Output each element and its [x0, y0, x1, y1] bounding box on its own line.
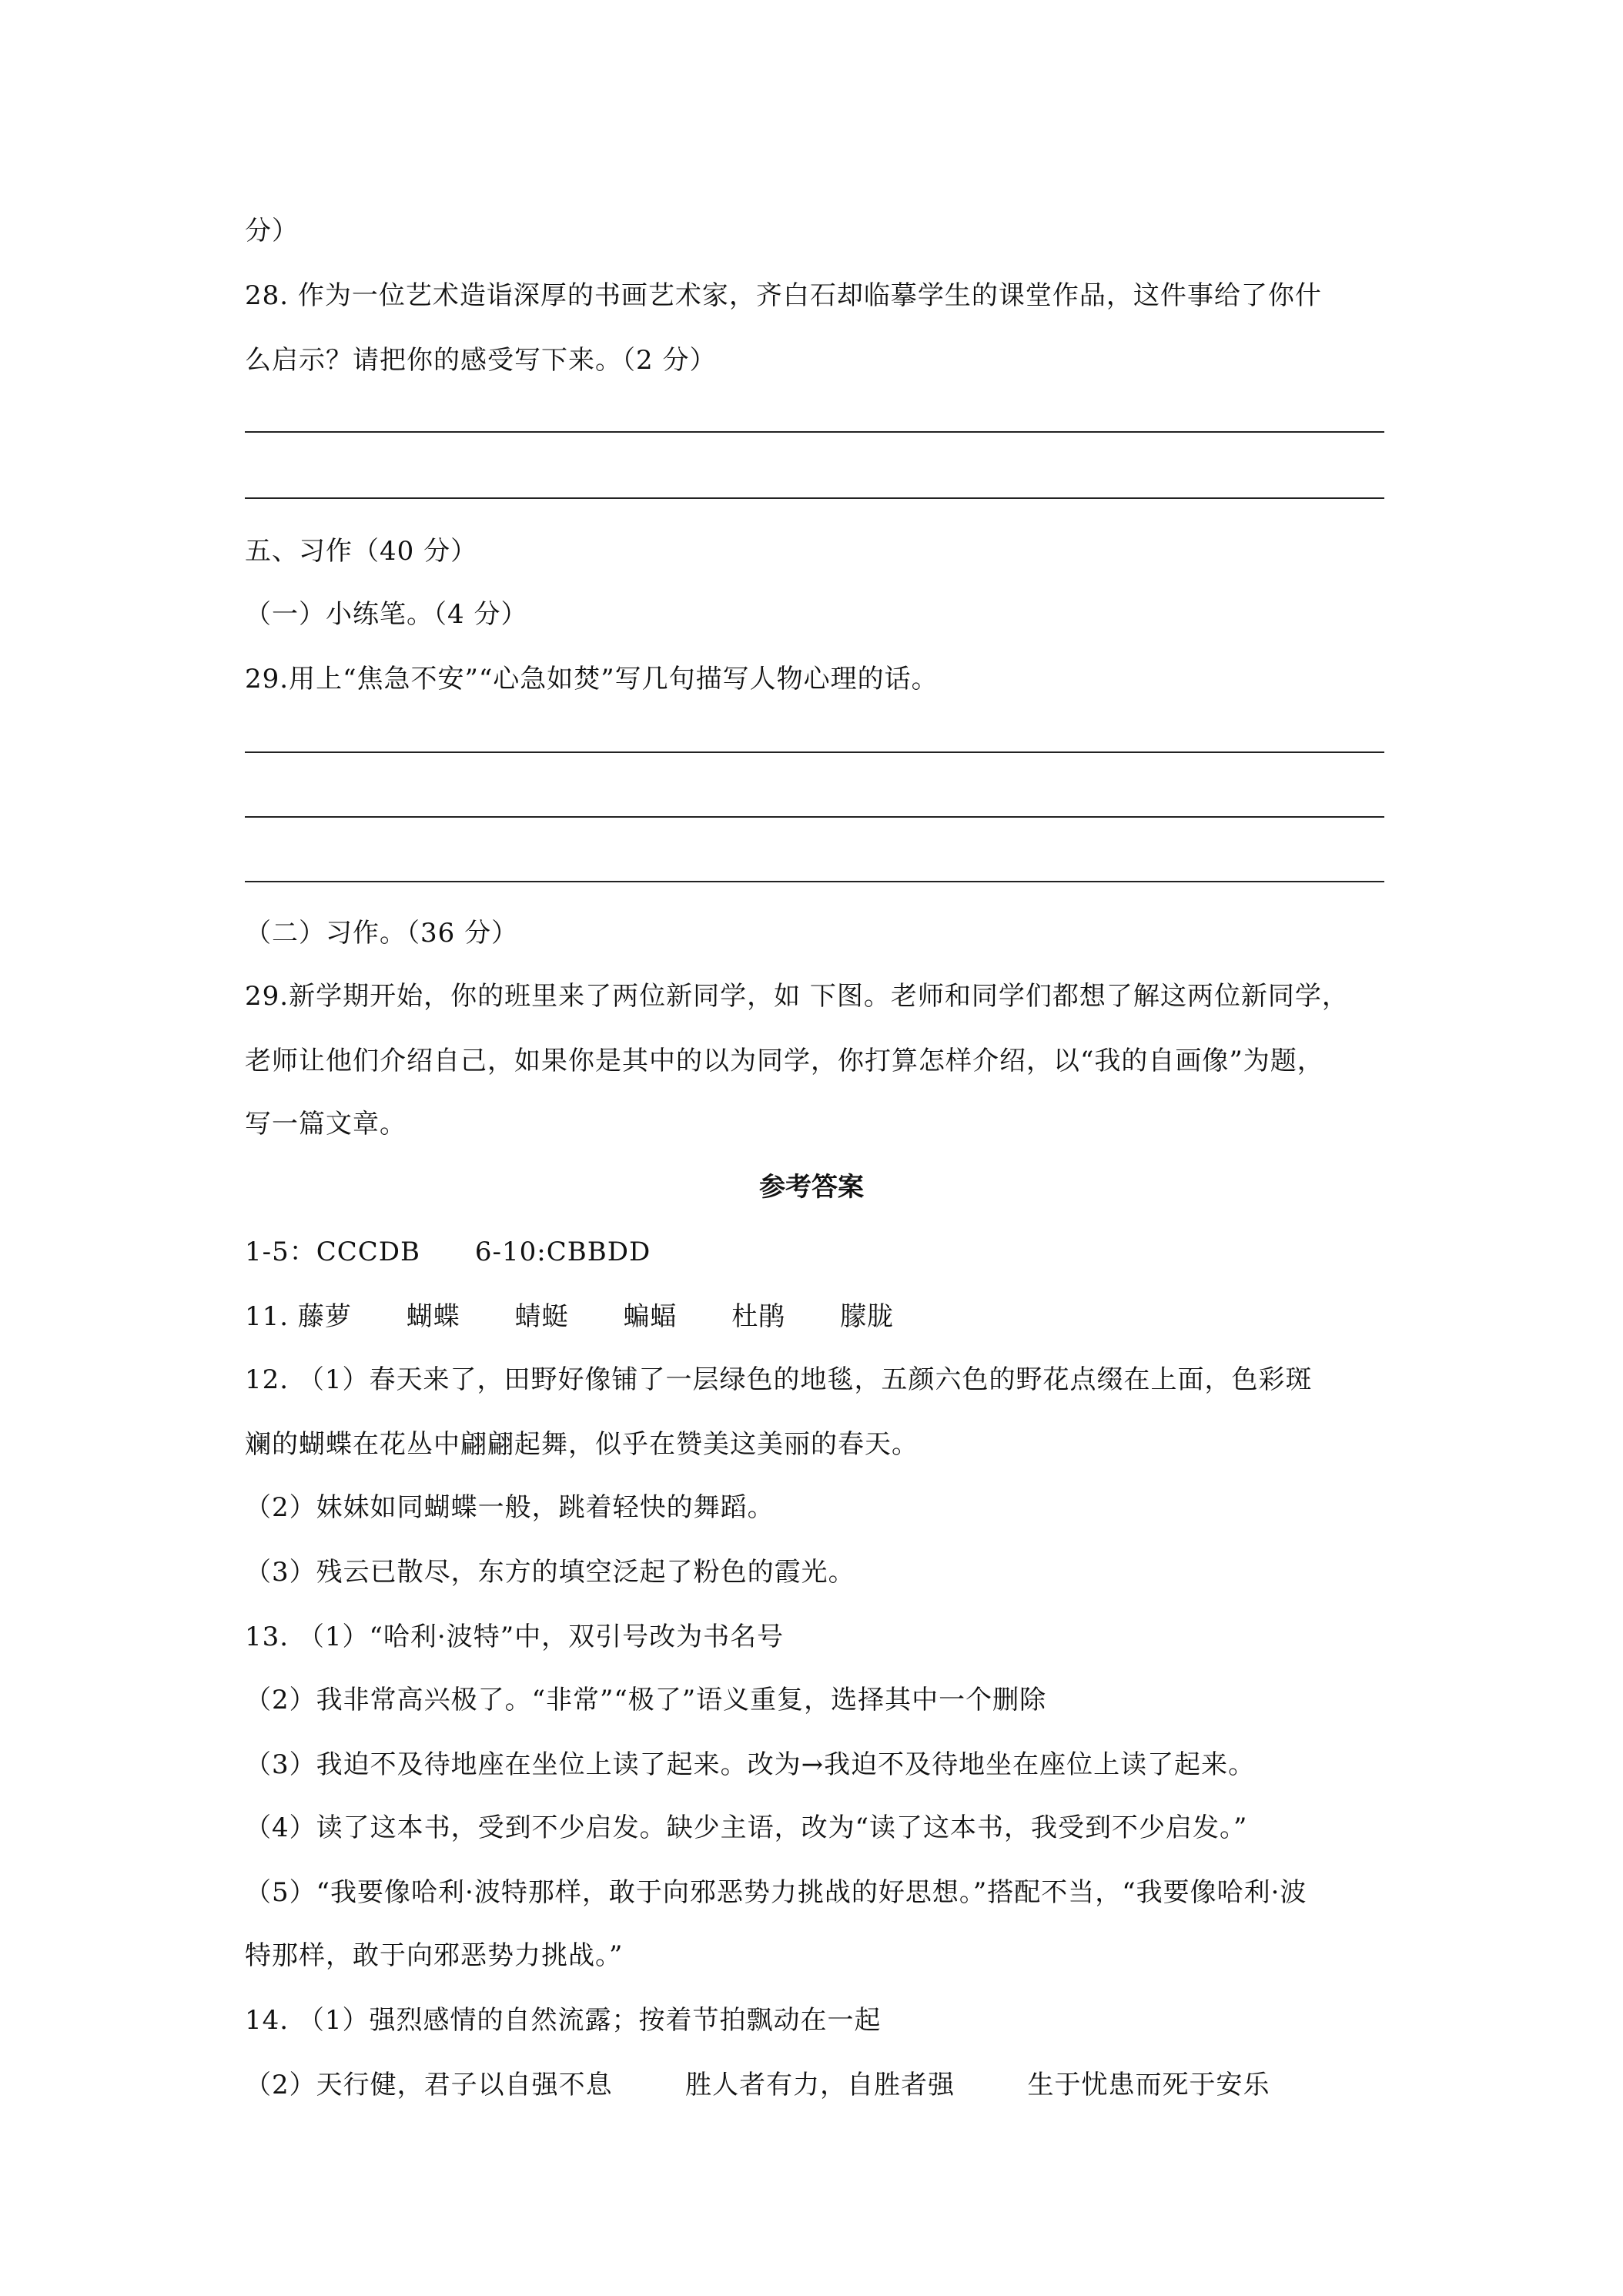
answer-14-part-1: 14. （1）强烈感情的自然流露；按着节拍飘动在一起	[245, 2005, 882, 2036]
answer-blank-line	[245, 431, 1384, 433]
subsection-heading-composition: （二）习作。（36 分）	[245, 918, 519, 949]
answer-blank-line	[245, 751, 1384, 753]
answer-blank-line	[245, 881, 1384, 882]
answer-13-part-2: （2）我非常高兴极了。“非常”“极了”语义重复，选择其中一个删除	[245, 1685, 1047, 1715]
answer-13-part-1: 13. （1）“哈利·波特”中，双引号改为书名号	[245, 1622, 785, 1652]
answer-13-part-5-line-1: （5）“我要像哈利·波特那样，敢于向邪恶势力挑战的好思想。”搭配不当，“我要像哈利·波	[245, 1877, 1307, 1908]
answer-12-part-2: （2）妹妹如同蝴蝶一般，跳着轻快的舞蹈。	[245, 1492, 775, 1523]
question-28-line-1: 28. 作为一位艺术造诣深厚的书画艺术家，齐白石却临摹学生的课堂作品，这件事给了你什	[245, 280, 1322, 311]
answer-blank-line	[245, 816, 1384, 818]
answer-12-part-3: （3）残云已散尽，东方的填空泛起了粉色的霞光。	[245, 1557, 855, 1588]
answer-13-part-5-line-2: 特那样，敢于向邪恶势力挑战。”	[245, 1940, 624, 1971]
answer-13-part-4: （4）读了这本书，受到不少启发。缺少主语，改为“读了这本书，我受到不少启发。”	[245, 1812, 1248, 1843]
answer-1-10: 1-5：CCCDB 6-10:CBBDD	[245, 1237, 651, 1267]
question-29-composition-line-2: 老师让他们介绍自己，如果你是其中的以为同学，你打算怎样介绍，以“我的自画像”为题，	[245, 1046, 1324, 1076]
text-line-continuation: 分）	[245, 216, 299, 246]
answer-14-part-2: （2）天行健，君子以自强不息 胜人者有力，自胜者强 生于忧患而死于安乐	[245, 2070, 1270, 2100]
subsection-heading-practice: （一）小练笔。（4 分）	[245, 599, 528, 630]
question-29-composition-line-1: 29.新学期开始，你的班里来了两位新同学，如 下图。老师和同学们都想了解这两位新同学，	[245, 981, 1349, 1012]
answer-blank-line	[245, 497, 1384, 499]
section-heading-writing: 五、习作（40 分）	[245, 536, 478, 567]
answer-13-part-3: （3）我迫不及待地座在坐位上读了起来。改为→我迫不及待地坐在座位上读了起来。	[245, 1749, 1256, 1780]
answer-11: 11. 藤萝 蝴蝶 蜻蜓 蝙蝠 杜鹃 朦胧	[245, 1301, 895, 1332]
answer-12-line-1: 12. （1）春天来了，田野好像铺了一层绿色的地毯，五颜六色的野花点缀在上面，色彩斑	[245, 1364, 1313, 1395]
question-29-practice: 29.用上“焦急不安”“心急如焚”写几句描写人物心理的话。	[245, 664, 939, 694]
answers-title: 参考答案	[759, 1172, 864, 1203]
answer-12-line-2: 斓的蝴蝶在花丛中翩翩起舞，似乎在赞美这美丽的春天。	[245, 1429, 919, 1460]
question-28-line-2: 么启示？请把你的感受写下来。（2 分）	[245, 345, 717, 376]
question-29-composition-line-3: 写一篇文章。	[245, 1109, 407, 1140]
